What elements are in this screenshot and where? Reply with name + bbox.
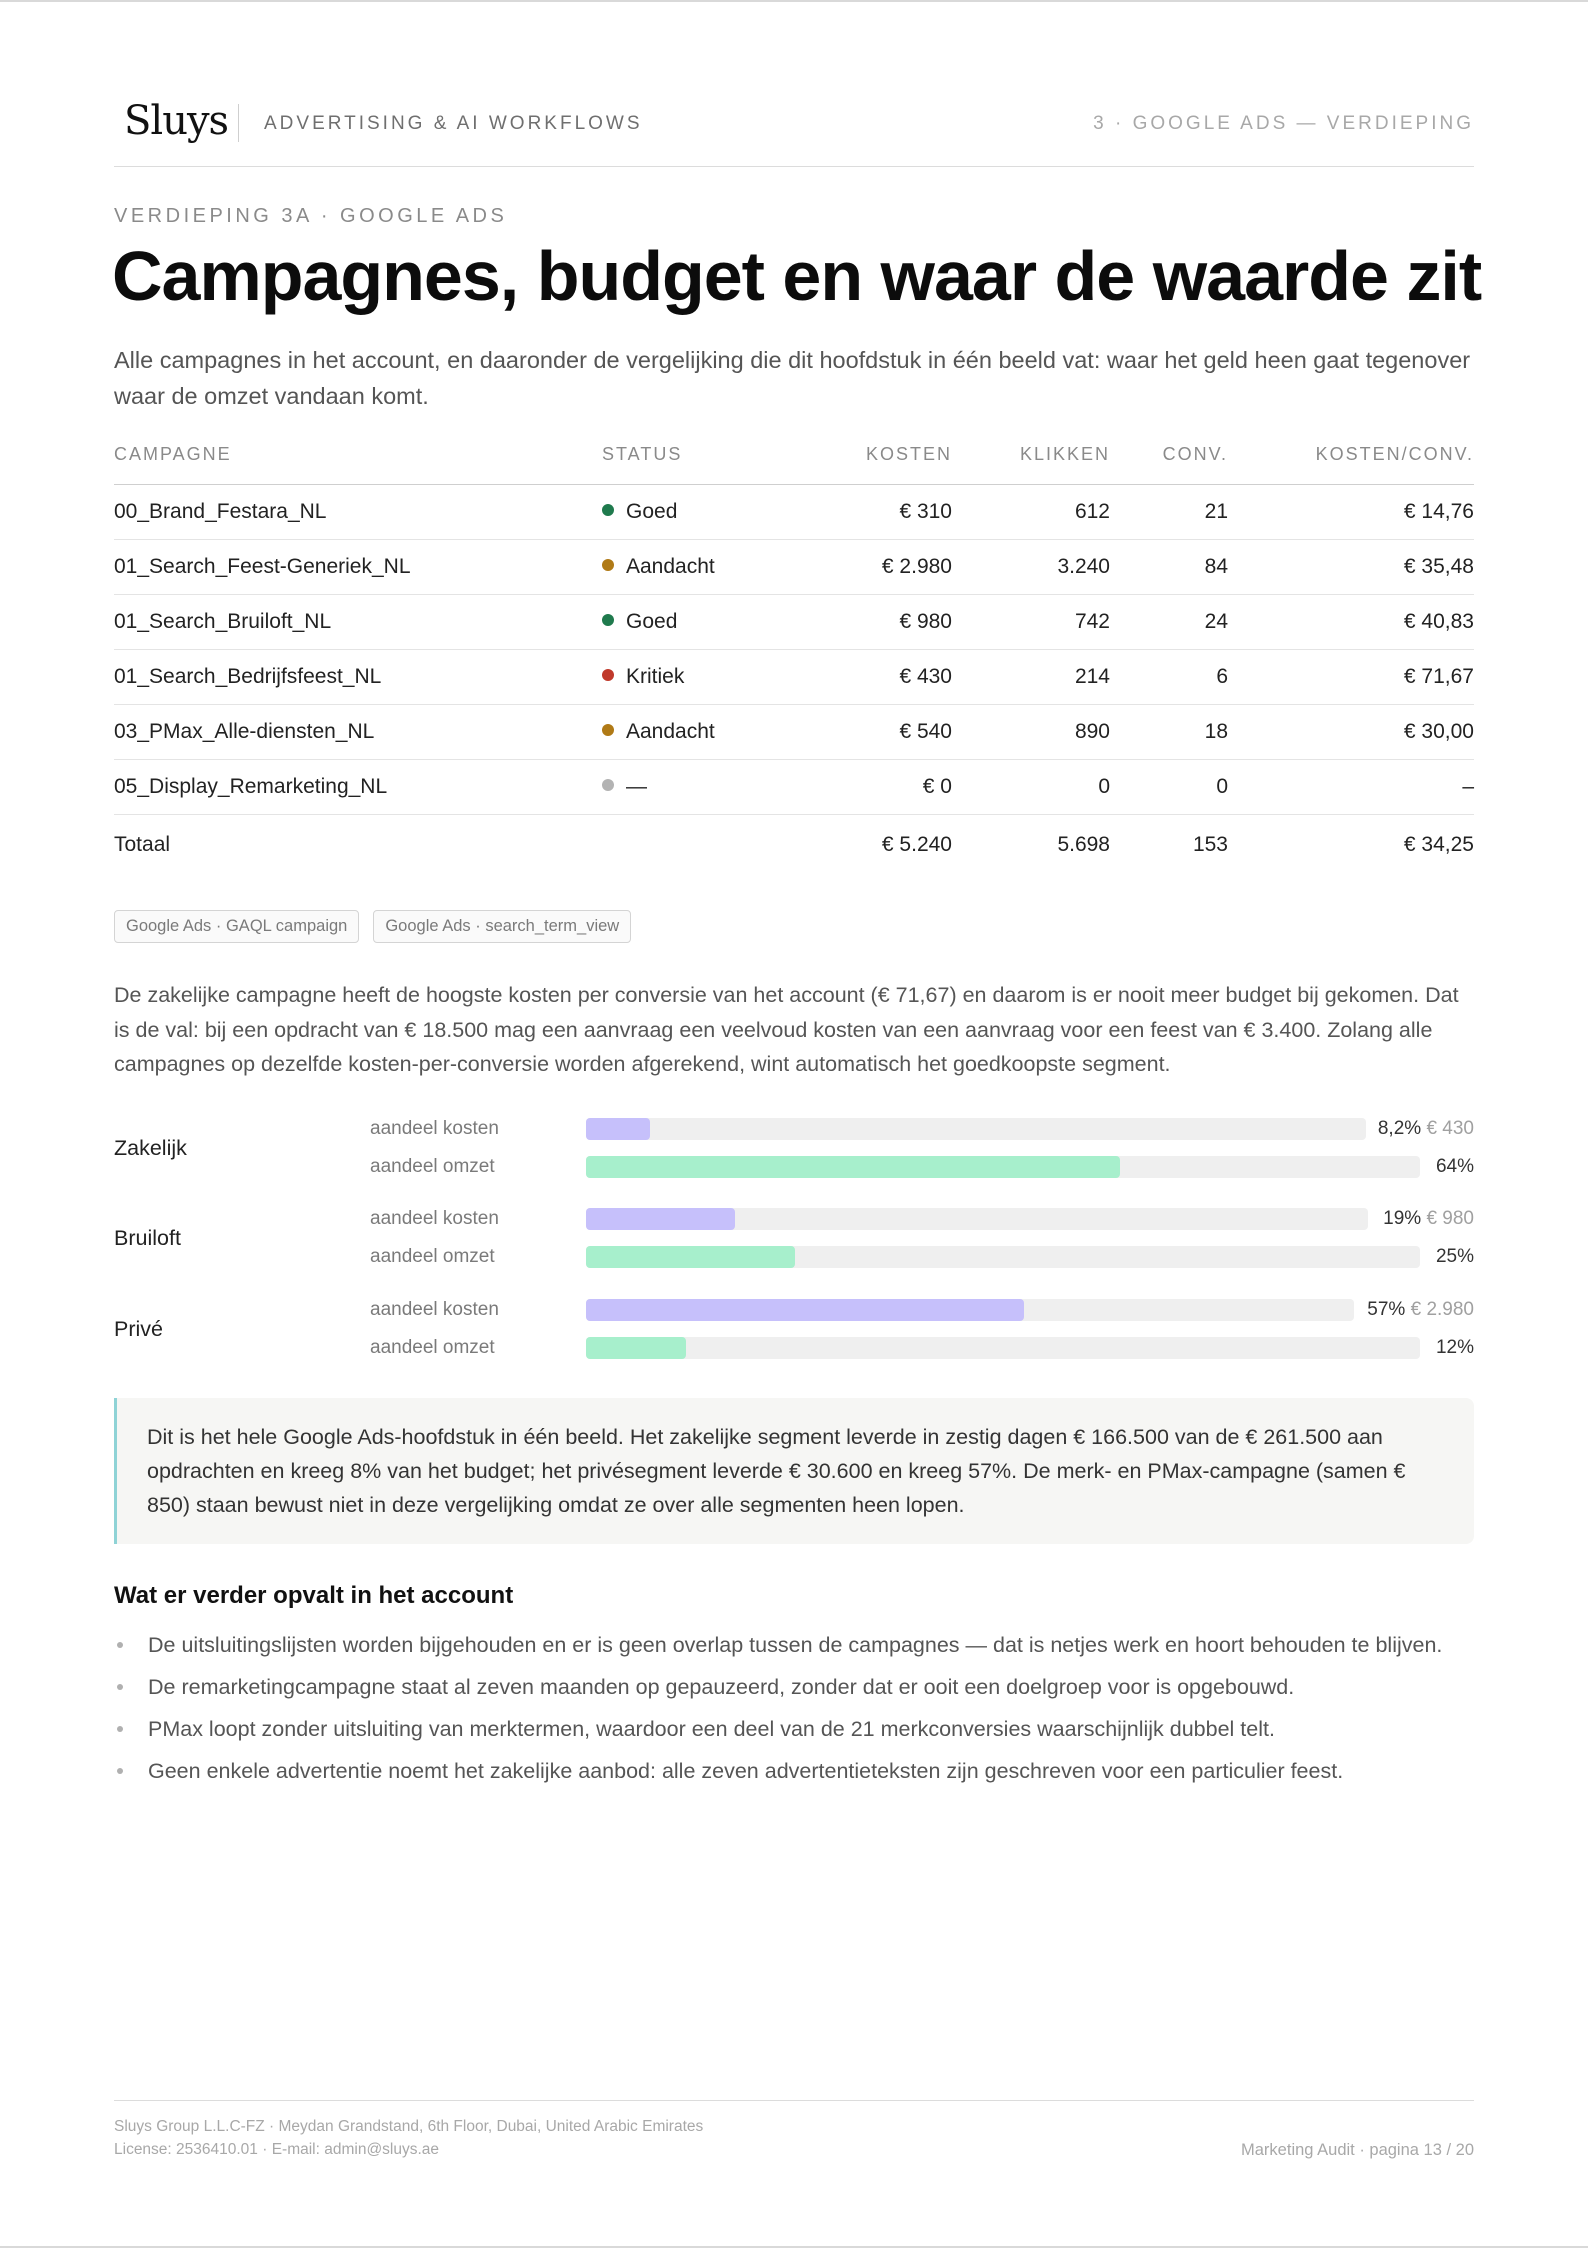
campaign-conversions: 0 bbox=[1110, 760, 1228, 815]
status-label: Kritiek bbox=[626, 665, 685, 688]
source-tags bbox=[114, 910, 631, 943]
status-dot-icon bbox=[602, 669, 614, 681]
campaign-cost: € 430 bbox=[802, 650, 952, 705]
segment-name: Privé bbox=[114, 1317, 163, 1341]
total-label: Totaal bbox=[114, 833, 171, 856]
cost-share-label: aandeel kosten bbox=[370, 1299, 499, 1320]
campaign-clicks: 0 bbox=[952, 760, 1110, 815]
bullet-icon bbox=[117, 1642, 123, 1648]
campaign-status bbox=[602, 540, 802, 595]
status-label: — bbox=[626, 775, 647, 798]
campaign-name: 01_Search_Bruiloft_NL bbox=[114, 595, 602, 650]
list-item: Geen enkele advertentie noemt het zakelijke aanbod: alle zeven advertentieteksten zijn geschreven voor een particulier feest. bbox=[114, 1750, 1476, 1792]
campaign-cost: € 980 bbox=[802, 595, 952, 650]
col-header-cost: KOSTEN bbox=[802, 444, 952, 485]
header-section-label: ADVERTISING & AI WORKFLOWS bbox=[264, 113, 643, 134]
page-title: Campagnes, budget en waar de waarde zit bbox=[112, 237, 1482, 315]
revenue-share-label: aandeel omzet bbox=[370, 1246, 495, 1267]
campaign-cost-per-conversion: € 40,83 bbox=[1228, 595, 1474, 650]
campaign-name: 01_Search_Bedrijfsfeest_NL bbox=[114, 650, 602, 705]
campaign-status bbox=[602, 650, 802, 705]
campaign-cost: € 0 bbox=[802, 760, 952, 815]
source-tag: Google Ads · GAQL campaign bbox=[114, 910, 359, 943]
cost-share-bar bbox=[586, 1118, 1366, 1140]
header-divider bbox=[238, 104, 239, 142]
revenue-share-bar bbox=[586, 1337, 1420, 1359]
campaign-conversions: 6 bbox=[1110, 650, 1228, 705]
cost-amount: € 980 bbox=[1426, 1208, 1474, 1229]
col-header-campaign: CAMPAGNE bbox=[114, 444, 602, 485]
total-cost-per-conversion: € 34,25 bbox=[1403, 833, 1474, 856]
campaign-cost: € 310 bbox=[802, 485, 952, 540]
cost-share-fill bbox=[586, 1118, 650, 1140]
campaign-status bbox=[602, 485, 802, 540]
campaign-conversions: 24 bbox=[1110, 595, 1228, 650]
campaign-cost-per-conversion: – bbox=[1228, 760, 1474, 815]
status-dot-icon bbox=[602, 779, 614, 791]
table-row bbox=[114, 760, 1474, 815]
revenue-share-fill bbox=[586, 1337, 686, 1359]
campaign-cost: € 2.980 bbox=[802, 540, 952, 595]
summary-callout: Dit is het hele Google Ads-hoofdstuk in één beeld. Het zakelijke segment leverde in zestig dagen € 166.500 van de € 261.500 aan opdrachten en kreeg 8% van het budget; het privésegment leverde € 30.600 en kreeg 57%. De merk- en PMax-campagne (samen € 850) staan bewust niet in deze vergelijking omdat ze over alle segmenten heen lopen. bbox=[114, 1398, 1474, 1544]
revenue-share-fill bbox=[586, 1156, 1120, 1178]
campaign-clicks: 742 bbox=[952, 595, 1110, 650]
campaign-cost-per-conversion: € 14,76 bbox=[1228, 485, 1474, 540]
col-header-cost-per-conversion: KOSTEN/CONV. bbox=[1228, 444, 1474, 485]
list-item: De uitsluitingslijsten worden bijgehouden en er is geen overlap tussen de campagnes — dat is netjes werk en hoort behouden te blijven. bbox=[114, 1624, 1476, 1666]
cost-share-fill bbox=[586, 1208, 735, 1230]
campaign-cost-per-conversion: € 35,48 bbox=[1228, 540, 1474, 595]
findings-title: Wat er verder opvalt in het account bbox=[114, 1582, 514, 1609]
findings-list bbox=[114, 1624, 1476, 1792]
cost-share-value: 57% € 2.980 bbox=[1367, 1299, 1474, 1320]
segment-name: Zakelijk bbox=[114, 1136, 187, 1160]
revenue-share-label: aandeel omzet bbox=[370, 1337, 495, 1358]
cost-share-bar bbox=[586, 1208, 1368, 1230]
campaign-conversions: 21 bbox=[1110, 485, 1228, 540]
status-dot-icon bbox=[602, 614, 614, 626]
revenue-share-bar bbox=[586, 1156, 1420, 1178]
footer-address: Sluys Group L.L.C-FZ · Meydan Grandstand, 6th Floor, Dubai, United Arabic Emirates bbox=[114, 2118, 704, 2135]
campaign-cost: € 540 bbox=[802, 705, 952, 760]
revenue-share-value: 25% bbox=[1435, 1246, 1474, 1267]
page-header bbox=[114, 96, 1474, 167]
footer-divider bbox=[114, 2100, 1474, 2101]
intro-text: Alle campagnes in het account, en daaronder de vergelijking die dit hoofdstuk in één beeld vat: waar het geld heen gaat tegenover waar de omzet vandaan komt. bbox=[114, 347, 1471, 409]
cost-share-label: aandeel kosten bbox=[370, 1208, 499, 1229]
table-row bbox=[114, 540, 1474, 595]
list-item: PMax loopt zonder uitsluiting van merktermen, waardoor een deel van de 21 merkconversies waarschijnlijk dubbel telt. bbox=[114, 1708, 1476, 1750]
campaign-table bbox=[114, 444, 1474, 875]
analysis-paragraph: De zakelijke campagne heeft de hoogste kosten per conversie van het account (€ 71,67) en daarom is er nooit meer budget bij gekomen. Dat is de val: bij een opdracht van € 18.500 mag een aanvraag een veelvoud kosten van een aanvraag voor een feest van € 3.400. Zolang alle campagnes op dezelfde kosten-per-conversie worden afgerekend, wint automatisch het goedkoopste segment. bbox=[114, 983, 1459, 1076]
status-label: Goed bbox=[626, 500, 678, 523]
revenue-share-label: aandeel omzet bbox=[370, 1156, 495, 1177]
status-dot-icon bbox=[602, 504, 614, 516]
cost-share-bar bbox=[586, 1299, 1354, 1321]
campaign-name: 05_Display_Remarketing_NL bbox=[114, 760, 602, 815]
table-row bbox=[114, 705, 1474, 760]
campaign-clicks: 3.240 bbox=[952, 540, 1110, 595]
footer-license: License: 2536410.01 · E-mail: admin@sluys.ae bbox=[114, 2141, 440, 2158]
campaign-status bbox=[602, 760, 802, 815]
cost-share-value: 8,2% € 430 bbox=[1377, 1118, 1474, 1139]
campaign-clicks: 890 bbox=[952, 705, 1110, 760]
campaign-conversions: 84 bbox=[1110, 540, 1228, 595]
revenue-share-bar bbox=[586, 1246, 1420, 1268]
status-dot-icon bbox=[602, 559, 614, 571]
cost-share-fill bbox=[586, 1299, 1024, 1321]
cost-amount: € 430 bbox=[1426, 1118, 1474, 1139]
campaign-status bbox=[602, 705, 802, 760]
footer-page-number: Marketing Audit · pagina 13 / 20 bbox=[1241, 2141, 1474, 2159]
campaign-name: 01_Search_Feest-Generiek_NL bbox=[114, 540, 602, 595]
page-edge-top bbox=[0, 0, 1588, 2]
campaign-name: 00_Brand_Festara_NL bbox=[114, 485, 602, 540]
status-label: Aandacht bbox=[626, 720, 715, 743]
total-clicks: 5.698 bbox=[1057, 833, 1110, 856]
campaign-status bbox=[602, 595, 802, 650]
eyebrow: VERDIEPING 3A · GOOGLE ADS bbox=[114, 205, 508, 227]
status-label: Aandacht bbox=[626, 555, 715, 578]
revenue-share-value: 12% bbox=[1435, 1337, 1474, 1358]
revenue-share-fill bbox=[586, 1246, 795, 1268]
table-total-row bbox=[114, 815, 1474, 876]
segment-name: Bruiloft bbox=[114, 1226, 181, 1250]
table-row bbox=[114, 485, 1474, 540]
campaign-cost-per-conversion: € 71,67 bbox=[1228, 650, 1474, 705]
campaign-clicks: 612 bbox=[952, 485, 1110, 540]
status-dot-icon bbox=[602, 724, 614, 736]
source-tag: Google Ads · search_term_view bbox=[373, 910, 631, 943]
col-header-status: STATUS bbox=[602, 444, 802, 485]
table-row bbox=[114, 595, 1474, 650]
cost-share-value: 19% € 980 bbox=[1383, 1208, 1474, 1229]
cost-amount: € 2.980 bbox=[1410, 1299, 1474, 1320]
sluys-logo: Sluys bbox=[124, 98, 229, 144]
col-header-conversions: CONV. bbox=[1110, 444, 1228, 485]
col-header-clicks: KLIKKEN bbox=[952, 444, 1110, 485]
status-label: Goed bbox=[626, 610, 678, 633]
total-conversions: 153 bbox=[1192, 833, 1228, 856]
revenue-share-value: 64% bbox=[1435, 1156, 1474, 1177]
total-cost: € 5.240 bbox=[881, 833, 952, 856]
bullet-icon bbox=[117, 1726, 123, 1732]
table-header-row bbox=[114, 444, 1474, 485]
bullet-icon bbox=[117, 1684, 123, 1690]
list-item: De remarketingcampagne staat al zeven maanden op gepauzeerd, zonder dat er ooit een doelgroep voor is opgebouwd. bbox=[114, 1666, 1476, 1708]
cost-share-label: aandeel kosten bbox=[370, 1118, 499, 1139]
table-row bbox=[114, 650, 1474, 705]
campaign-cost-per-conversion: € 30,00 bbox=[1228, 705, 1474, 760]
campaign-conversions: 18 bbox=[1110, 705, 1228, 760]
campaign-clicks: 214 bbox=[952, 650, 1110, 705]
campaign-name: 03_PMax_Alle-diensten_NL bbox=[114, 705, 602, 760]
header-chapter-label: 3 · GOOGLE ADS — VERDIEPING bbox=[1093, 113, 1474, 134]
bullet-icon bbox=[117, 1768, 123, 1774]
